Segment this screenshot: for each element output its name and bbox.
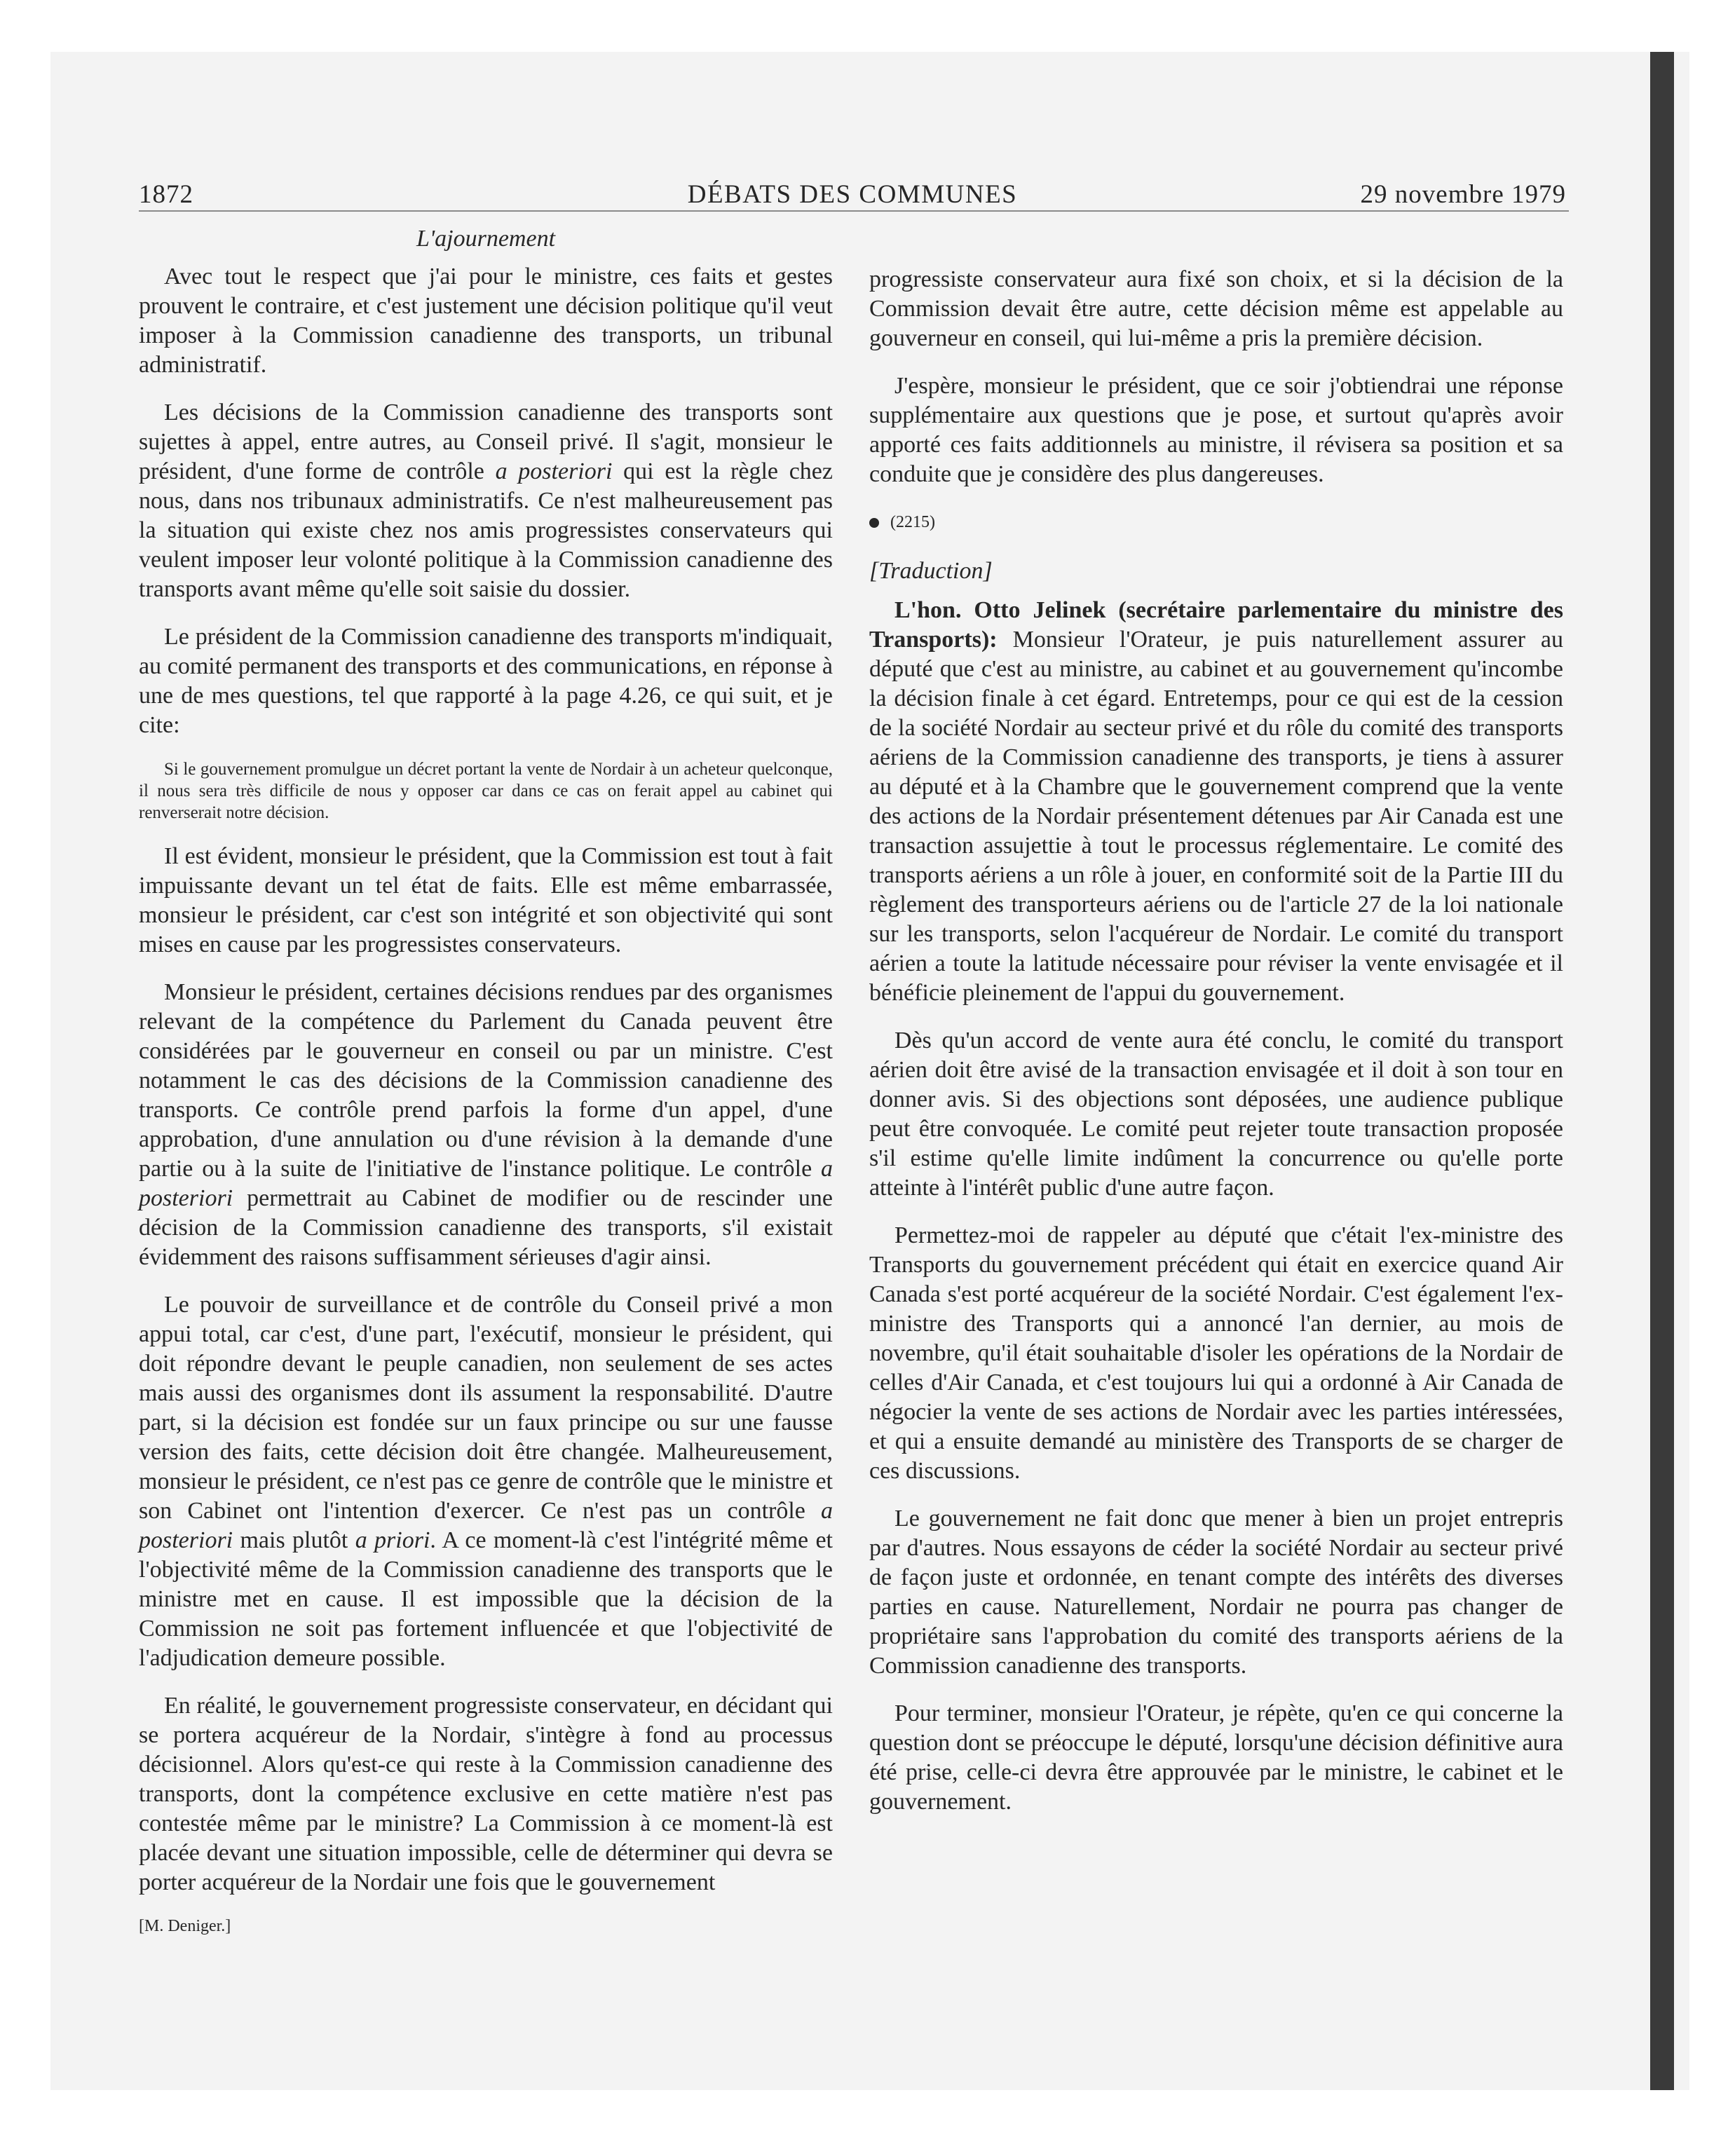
translation-tag: [Traduction] xyxy=(869,558,993,584)
paragraph: Le gouvernement ne fait donc que mener à bien un projet entrepris par d'autres. Nous essayons de céder la société Nordair au secteur privé de façon juste et ordonnée, en tenant compte des intérêts des diverses parties en cause. Naturellement, Nordair ne pourra pas changer de propriétaire sans l'approbation du comité des transports aériens de la Commission canadienne des transports. xyxy=(869,1506,1563,1679)
paragraph: En réalité, le gouvernement progressiste conservateur, en décidant qui se portera acquéreur de la Nordair, s'intègre à fond au processus décisionnel. Alors qu'est-ce qui reste à la Commission canadienne des transports, dont la compétence exclusive en cette matière n'est pas contestée même par le ministre? La Commission à ce moment-là est placée devant une situation impossible, celle de déterminer qui devra se porter acquéreur de la Nordair une fois que le gouvernement xyxy=(139,1693,833,1895)
right-column xyxy=(869,265,1563,1835)
speaker-name: L'hon. Otto Jelinek (secrétaire parlementaire du ministre des Transports): xyxy=(869,597,1563,653)
publication-title: DÉBATS DES COMMUNES xyxy=(687,180,1018,209)
paragraph: progressiste conservateur aura fixé son choix, et si la décision de la Commission devait être autre, cette décision même est appelable au gouverneur en conseil, qui lui-même a pris la première décision. xyxy=(869,266,1563,351)
paragraph: Les décisions de la Commission canadienne des transports sont sujettes à appel, entre autres, au Conseil privé. Il s'agit, monsieur le président, d'une forme de contrôle a posteriori qui est la règle chez nous, dans nos tribunaux administratifs. Ce n'est malheureusement pas la situation qui existe chez nos amis progressistes conservateurs qui veulent imposer leur volonté politique à la Commission canadienne des transports avant même qu'elle soit saisie du dossier. xyxy=(139,400,833,602)
bullet-dot-icon xyxy=(869,518,879,528)
paragraph: L'hon. Otto Jelinek (secrétaire parlementaire du ministre des Transports): Monsieur l'Orateur, je puis naturellement assurer au député que c'est au ministre, au cabinet et au gouvernement qu'incombe la décision finale à cet égard. Entretemps, pour ce qui est de la cession de la société Nordair au secteur privé et du rôle du comité des transports aériens de la Commission canadienne des transports, je tiens à assurer au député et à la Chambre que le gouvernement comprend que la vente des actions de la Nordair présentement détenues par Air Canada est une transaction assujettie à tout le processus réglementaire. Le comité des transports aériens a un rôle à jouer, en conformité soit de la Partie III du règlement des transporteurs aériens ou de l'article 27 de la loi nationale sur les transports, selon l'acquéreur de Nordair. Le comité du transport aérien a toute la latitude nécessaire pour réviser la vente envisagée et il bénéficie pleinement de l'appui du gouvernement. xyxy=(869,597,1563,1006)
running-header xyxy=(139,172,1566,214)
binding-edge xyxy=(1650,52,1674,2090)
time-marker: (2215) xyxy=(869,507,1563,537)
paragraph: Le pouvoir de surveillance et de contrôle du Conseil privé a mon appui total, car c'est, d'une part, l'exécutif, monsieur le président, qui doit répondre devant le peuple canadien, non seulement de ses actes mais aussi des organismes dont ils assument la responsabilité. D'autre part, si la décision est fondée sur un faux principe ou sur une fausse version des faits, cette décision doit être changée. Malheureusement, monsieur le président, ce n'est pas ce genre de contrôle que le ministre et son Cabinet ont l'intention d'exercer. Ce n'est pas un contrôle a posteriori mais plutôt a priori. A ce moment-là c'est l'intégrité même et l'objectivité même de la Commission canadienne des transports que le ministre met en cause. Il est impossible que la décision de la Commission ne soit pas fortement influencée et que l'objectivité de l'adjudication demeure possible. xyxy=(139,1292,834,1671)
paragraph: Il est évident, monsieur le président, que la Commission est tout à fait impuissante devant un tel état de faits. Elle est même embarrassée, monsieur le président, car c'est son intégrité et son objectivité qui sont mises en cause par les progressistes conservateurs. xyxy=(139,843,833,957)
issue-date: 29 novembre 1979 xyxy=(1360,180,1566,209)
paragraph: Le président de la Commission canadienne des transports m'indiquait, au comité permanent des transports et des communications, en réponse à une de mes questions, tel que rapporté à la page 4.26, ce qui suit, et je cite: xyxy=(139,624,833,738)
left-column xyxy=(139,224,833,1937)
section-subhead: L'ajournement xyxy=(416,226,556,252)
paragraph: Pour terminer, monsieur l'Orateur, je répète, qu'en ce qui concerne la question dont se préoccupe le député, lorsqu'une décision définitive aura été prise, celle-ci devra être approuvée par le ministre, le cabinet et le gouvernement. xyxy=(869,1700,1563,1815)
header-rule xyxy=(139,210,1569,212)
page-number: 1872 xyxy=(139,180,193,209)
paragraph: Permettez-moi de rappeler au député que c'était l'ex-ministre des Transports du gouvernement précédent qui était en exercice quand Air Canada s'est porté acquéreur de la société Nordair. C'est également l'ex-ministre des Transports qui a annoncé l'an dernier, au mois de novembre, qu'il était souhaitable d'isoler les opérations de la Nordair de celles d'Air Canada, et c'est toujours lui qui a ordonné à Air Canada de négocier la vente de ses actions de Nordair avec les parties intéressées, et qui a ensuite demandé au ministère des Transports de se charger de ces discussions. xyxy=(869,1222,1563,1484)
paragraph: Monsieur le président, certaines décisions rendues par des organismes relevant de la compétence du Parlement du Canada peuvent être considérées par le gouverneur en conseil ou par un ministre. C'est notamment le cas des décisions de la Commission canadienne des transports. Ce contrôle prend parfois la forme d'un appel, d'une approbation, d'une annulation ou d'une révision à la demande d'une partie ou à la suite de l'initiative de l'instance politique. Le contrôle a posteriori permettrait au Cabinet de modifier ou de rescinder une décision de la Commission canadienne des transports, s'il existait évidemment des raisons suffisamment sérieuses d'agir ainsi. xyxy=(139,979,833,1270)
block-quote: Si le gouvernement promulgue un décret portant la vente de Nordair à un acheteur quelconque, il nous sera très difficile de nous y opposer car dans ce cas on ferait appel au cabinet qui renverserait notre décision. xyxy=(139,760,833,822)
paragraph: J'espère, monsieur le président, que ce soir j'obtiendrai une réponse supplémentaire aux questions que je pose, et surtout qu'après avoir apporté ces faits additionnels au ministre, il révisera sa position et sa conduite que je considère des plus dangereuses. xyxy=(869,373,1563,487)
paragraph: Dès qu'un accord de vente aura été conclu, le comité du transport aérien doit être avisé de la transaction envisagée et il doit à son tour en donner avis. Si des objections sont déposées, une audience publique peut être convoquée. Le comité peut rejeter toute transaction proposée s'il estime qu'elle limite indûment la concurrence ou qu'elle porte atteinte à l'intérêt public d'une autre façon. xyxy=(869,1028,1563,1201)
speaker-note: [M. Deniger.] xyxy=(139,1917,231,1935)
paragraph: Avec tout le respect que j'ai pour le ministre, ces faits et gestes prouvent le contraire, et c'est justement une décision politique qu'il veut imposer à la Commission canadienne des transports, un tribunal administratif. xyxy=(139,264,833,378)
